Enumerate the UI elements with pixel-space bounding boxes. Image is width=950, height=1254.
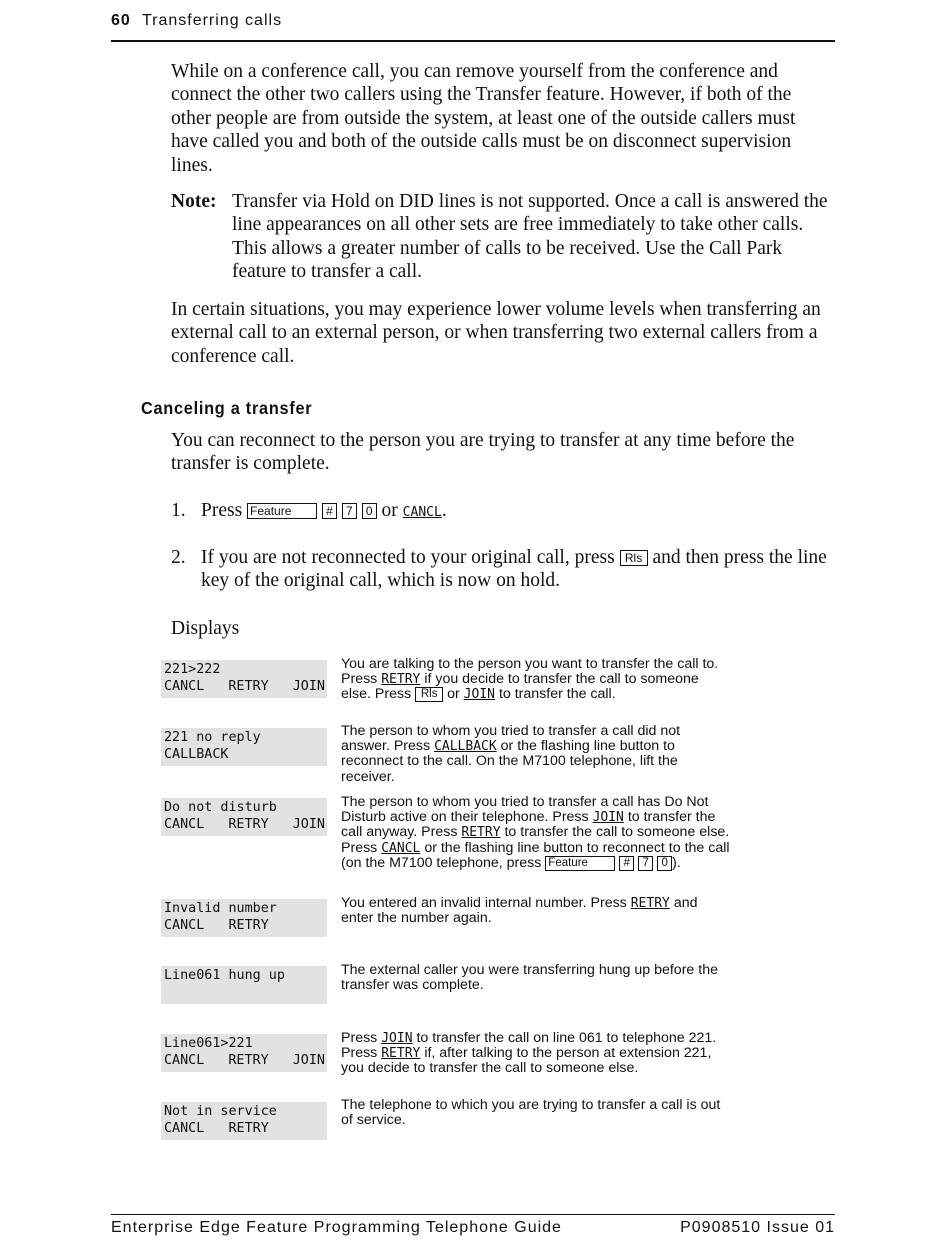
callback-softkey-ref: CALLBACK (434, 739, 497, 755)
join-softkey-ref: JOIN (463, 687, 495, 703)
desc-text: ). (672, 854, 681, 871)
document-number: P0908510 Issue 01 (680, 1219, 835, 1236)
page-footer (111, 1214, 835, 1237)
display-description (341, 795, 731, 871)
or-word: or (381, 500, 398, 521)
rls-key: Rls (415, 687, 443, 702)
lcd-softkeys (164, 816, 327, 833)
zero-key: 0 (362, 503, 377, 519)
desc-text: to transfer the call to someone else. Press (341, 824, 730, 856)
retry-softkey: RETRY (228, 1053, 269, 1068)
lcd-line-1: Not in service (164, 1104, 277, 1119)
lcd-softkeys (164, 1052, 327, 1069)
lcd-display (161, 798, 327, 836)
display-description (341, 657, 731, 703)
cancl-softkey-ref: CANCL (381, 840, 421, 856)
feature-key: Feature (545, 856, 615, 871)
seven-key: 7 (342, 503, 357, 519)
retry-softkey: RETRY (228, 679, 269, 694)
desc-text: or the flashing line button to reconnect to the call (on the M7100 telephone, press (341, 839, 730, 871)
lcd-display (161, 660, 327, 698)
note-text: Transfer via Hold on DID lines is not supported. Once a call is answered the line appearances on all other sets are free immediately to take other calls. This allows a greater number of calls to be received. Use the Call Park feature to transfer a call. (232, 191, 828, 283)
page-number: 60 (111, 12, 131, 29)
step-text-after: and then press the line key of the original call, which is now on hold. (201, 547, 827, 592)
join-softkey: JOIN (292, 817, 325, 832)
lcd-softkeys (164, 917, 327, 934)
guide-title: Enterprise Edge Feature Programming Telephone Guide (111, 1219, 562, 1236)
desc-text: to transfer the call on line 061 to telephone 221. Press (341, 1030, 717, 1062)
desc-text: You entered an invalid internal number. Press (341, 895, 627, 911)
step-number: 1. (171, 500, 186, 521)
join-softkey-ref: JOIN (592, 810, 624, 826)
lcd-display (161, 1102, 327, 1140)
lcd-display (161, 966, 327, 1004)
retry-softkey-ref: RETRY (381, 672, 421, 688)
cancl-softkey: CANCL (164, 679, 205, 694)
step-text (201, 546, 833, 593)
join-softkey: JOIN (292, 679, 325, 694)
step-period: . (441, 500, 447, 521)
press-word: Press (201, 500, 243, 521)
step-text-before: If you are not reconnected to your original call, press (201, 547, 615, 568)
join-softkey: JOIN (292, 1053, 325, 1068)
lcd-line-2: CALLBACK (164, 747, 229, 762)
display-description (341, 896, 731, 926)
display-description (341, 724, 731, 785)
retry-softkey-ref: RETRY (381, 1046, 421, 1062)
chapter-title: Transferring calls (141, 12, 283, 29)
cancl-softkey: CANCL (164, 1053, 205, 1068)
cancl-softkey: CANCL (164, 817, 205, 832)
lcd-softkeys (164, 678, 327, 695)
retry-softkey-ref: RETRY (630, 896, 670, 911)
note-label: Note: (171, 191, 217, 212)
seven-key: 7 (638, 856, 653, 871)
desc-text: The person to whom you tried to transfer a call has Do Not Disturb active on their telephone. Press (341, 794, 709, 826)
lcd-line-1: 221>222 (164, 662, 221, 677)
step-number: 2. (171, 547, 186, 568)
page-header (111, 12, 835, 42)
section-heading: Canceling a transfer (141, 398, 313, 418)
desc-text: to transfer the call anyway. Press (341, 809, 716, 841)
lcd-line-1: 221 no reply (164, 730, 261, 745)
display-description (341, 1098, 731, 1128)
lcd-line-1: Line061 hung up (164, 968, 285, 983)
lcd-line-1: Line061>221 (164, 1036, 253, 1051)
zero-key: 0 (657, 856, 672, 871)
desc-text: and enter the number again. (341, 895, 698, 927)
desc-text: or the flashing line button to reconnect to the call. On the M7100 telephone, lift the receiver. (341, 738, 678, 785)
desc-text: if, after talking to the person at extension 221, you decide to transfer the call to someone else. (341, 1045, 712, 1077)
cancl-softkey: CANCL (164, 918, 205, 933)
desc-text: The external caller you were transferring hung up before the transfer was complete. (341, 962, 718, 994)
feature-key: Feature (247, 503, 317, 519)
lcd-display (161, 1034, 327, 1072)
lcd-display (161, 899, 327, 937)
display-description (341, 1031, 731, 1077)
desc-text: Press (341, 1030, 378, 1046)
rls-key: Rls (620, 550, 648, 566)
hash-key: # (619, 856, 634, 871)
desc-text: or (447, 686, 460, 703)
displays-label: Displays (171, 618, 240, 639)
lcd-display (161, 728, 327, 766)
lcd-line-1: Invalid number (164, 901, 277, 916)
section-intro: You can reconnect to the person you are trying to transfer at any time before the transfer is complete. (171, 430, 795, 475)
retry-softkey: RETRY (228, 918, 269, 933)
hash-key: # (322, 503, 337, 519)
lcd-line-1: Do not disturb (164, 800, 277, 815)
retry-softkey: RETRY (228, 1121, 269, 1136)
retry-softkey: RETRY (228, 817, 269, 832)
step-text (201, 499, 833, 524)
desc-text: if you decide to transfer the call to someone else. Press (341, 671, 699, 703)
retry-softkey-ref: RETRY (461, 825, 501, 841)
join-softkey-ref: JOIN (381, 1031, 413, 1046)
cancl-softkey: CANCL (164, 1121, 205, 1136)
desc-text: The person to whom you tried to transfer a call did not answer. Press (341, 723, 681, 755)
desc-text: The telephone to which you are trying to transfer a call is out of service. (341, 1097, 721, 1129)
desc-text: to transfer the call. (498, 686, 616, 703)
cancl-softkey: CANCL (402, 505, 442, 520)
volume-paragraph: In certain situations, you may experience lower volume levels when transferring an external call to an external person, or when transferring two external callers from a conference call. (171, 299, 821, 367)
intro-paragraph: While on a conference call, you can remove yourself from the conference and connect the other two callers using the Transfer feature. However, if both of the other people are from outside the system, at least one of the outside callers must have called you and both of the outside calls must be on disconnect supervision lines. (171, 61, 796, 176)
lcd-softkeys (164, 1120, 327, 1137)
desc-text: You are talking to the person you want to transfer the call to. Press (341, 656, 719, 688)
display-description (341, 963, 731, 993)
